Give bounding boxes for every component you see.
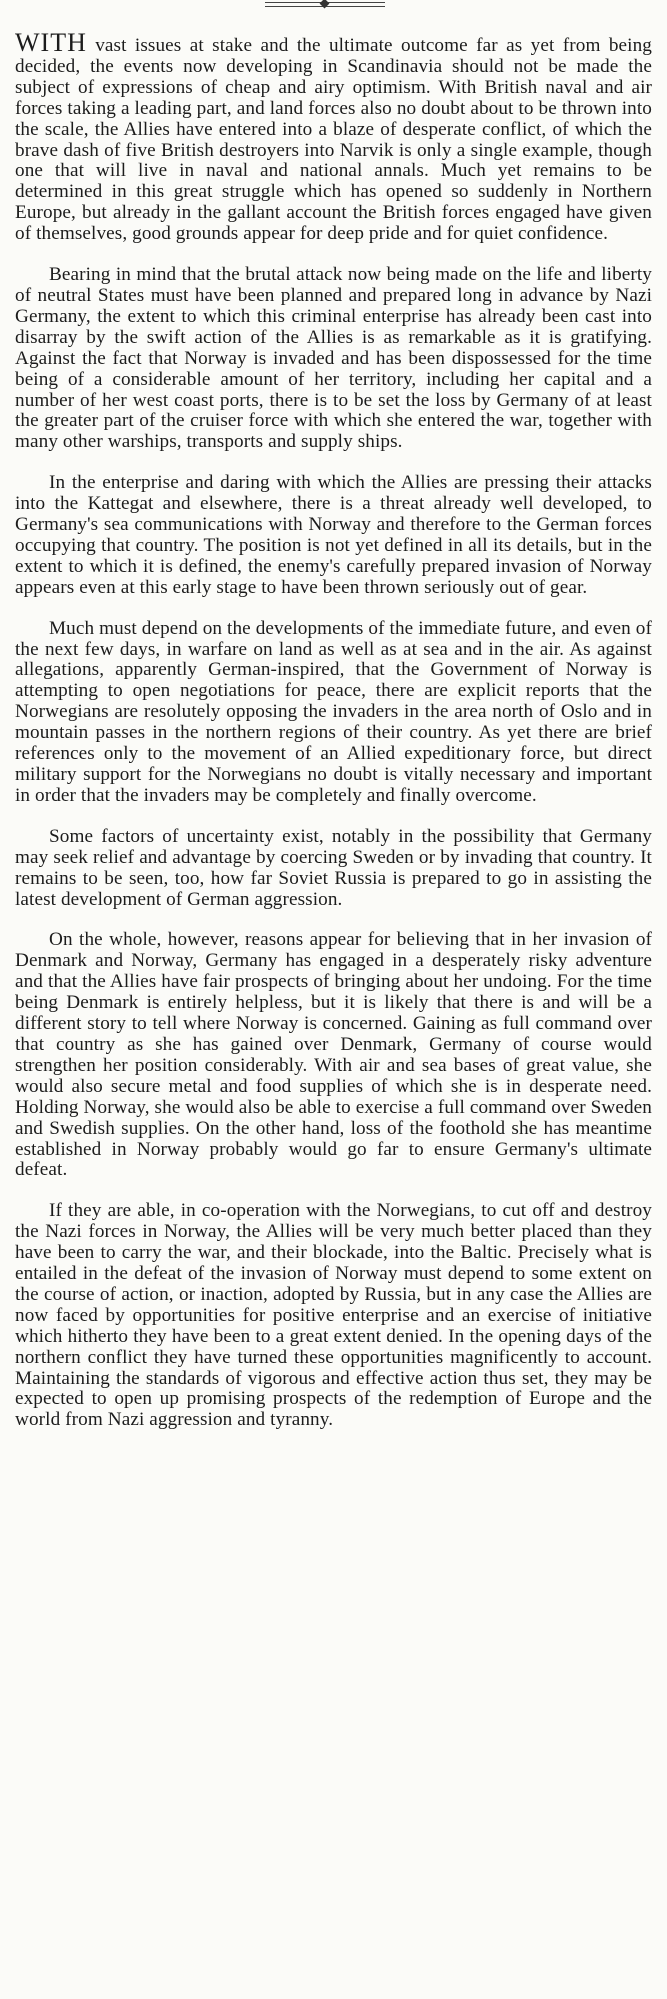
ornamental-divider [265, 2, 385, 7]
article-paragraph-7: If they are able, in co-operation with the Norwegians, to cut off and destroy the Nazi forces in Norway, the Allies will be very much better placed than they have been to carry the war, and their blockade, into the Baltic. Precisely what is entailed in the defeat of the invasion of Norway must depend to some extent on the course of action, or inaction, adopted by Russia, but in any case the Allies are now faced by opportunities for positive enterprise and an exercise of initiative which hitherto they have been to a great extent denied. In the opening days of the northern conflict they have turned these opportunities magnificently to account. Maintaining the standards of vigorous and effective action thus set, they may be expected to open up promising prospects of the redemption of Europe and the world from Nazi aggression and tyranny. [15, 1200, 652, 1431]
article-paragraph-4: Much must depend on the developments of the immediate future, and even of the next few days, in warfare on land as well as at sea and in the air. As against allegations, apparently German-inspired, that the Government of Norway is attempting to open negotiations for peace, there are explicit reports that the Norwegians are resolutely opposing the invaders in the area north of Oslo and in mountain passes in the northern regions of their country. As yet there are brief references only to the movement of an Allied expeditionary force, but direct military support for the Norwegians no doubt is vitally necessary and important in order that the invaders may be completely and finally overcome. [15, 617, 652, 806]
article-paragraph-1 [15, 28, 652, 245]
article-paragraph-2: Bearing in mind that the brutal attack now being made on the life and liberty of neutral States must have been planned and prepared long in advance by Nazi Germany, the extent to which this criminal enterprise has already been cast into disarray by the swift action of the Allies is as remarkable as it is gratifying. Against the fact that Norway is invaded and has been dispossessed for the time being of a considerable amount of her territory, including her capital and a number of her west coast ports, there is to be set the loss by Germany of at least the greater part of the cruiser force with which she entered the war, together with many other warships, transports and supply ships. [15, 264, 652, 453]
editorial-article [15, 28, 652, 1451]
article-paragraph-3: In the enterprise and daring with which the Allies are pressing their attacks into the Kattegat and elsewhere, there is a threat already well developed, to Germany's sea communications with Norway and therefore to the German forces occupying that country. The position is not yet defined in all its details, but in the extent to which it is defined, the enemy's carefully prepared invasion of Norway appears even at this early stage to have been thrown seriously out of gear. [15, 472, 652, 598]
paragraph-text: vast issues at stake and the ultimate outcome far as yet from being decided, the events now developing in Scandinavia should not be made the subject of expressions of cheap and airy optimism. With British naval and air forces taking a leading part, and land forces also no doubt about to be thrown into the scale, the Allies have entered into a blaze of desperate conflict, of which the brave dash of five British destroyers into Narvik is only a single example, though one that will live in naval and national annals. Much yet remains to be determined in this great struggle which has opened so suddenly in Northern Europe, but already in the gallant account the British forces engaged have given of themselves, good grounds appear for deep pride and for quiet confidence. [15, 35, 652, 245]
article-paragraph-6: On the whole, however, reasons appear for believing that in her invasion of Denmark and Norway, Germany has engaged in a desperately risky adventure and that the Allies have fair prospects of bringing about her undoing. For the time being Denmark is entirely helpless, but it is likely that there is and will be a different story to tell where Norway is concerned. Gaining as full command over that country as she has gained over Denmark, Germany of course would strengthen her position considerably. With air and sea bases of great value, she would also secure metal and food supplies of which she is in desperate need. Holding Norway, she would also be able to exercise a full command over Sweden and Swedish supplies. On the other hand, loss of the foothold she has meantime established in Norway probably would go far to ensure Germany's ultimate defeat. [15, 929, 652, 1181]
article-paragraph-5: Some factors of uncertainty exist, notably in the possibility that Germany may seek relief and advantage by coercing Sweden or by invading that country. It remains to be seen, too, how far Soviet Russia is prepared to go in assisting the latest development of German aggression. [15, 825, 652, 910]
lead-word: WITH [15, 28, 87, 57]
